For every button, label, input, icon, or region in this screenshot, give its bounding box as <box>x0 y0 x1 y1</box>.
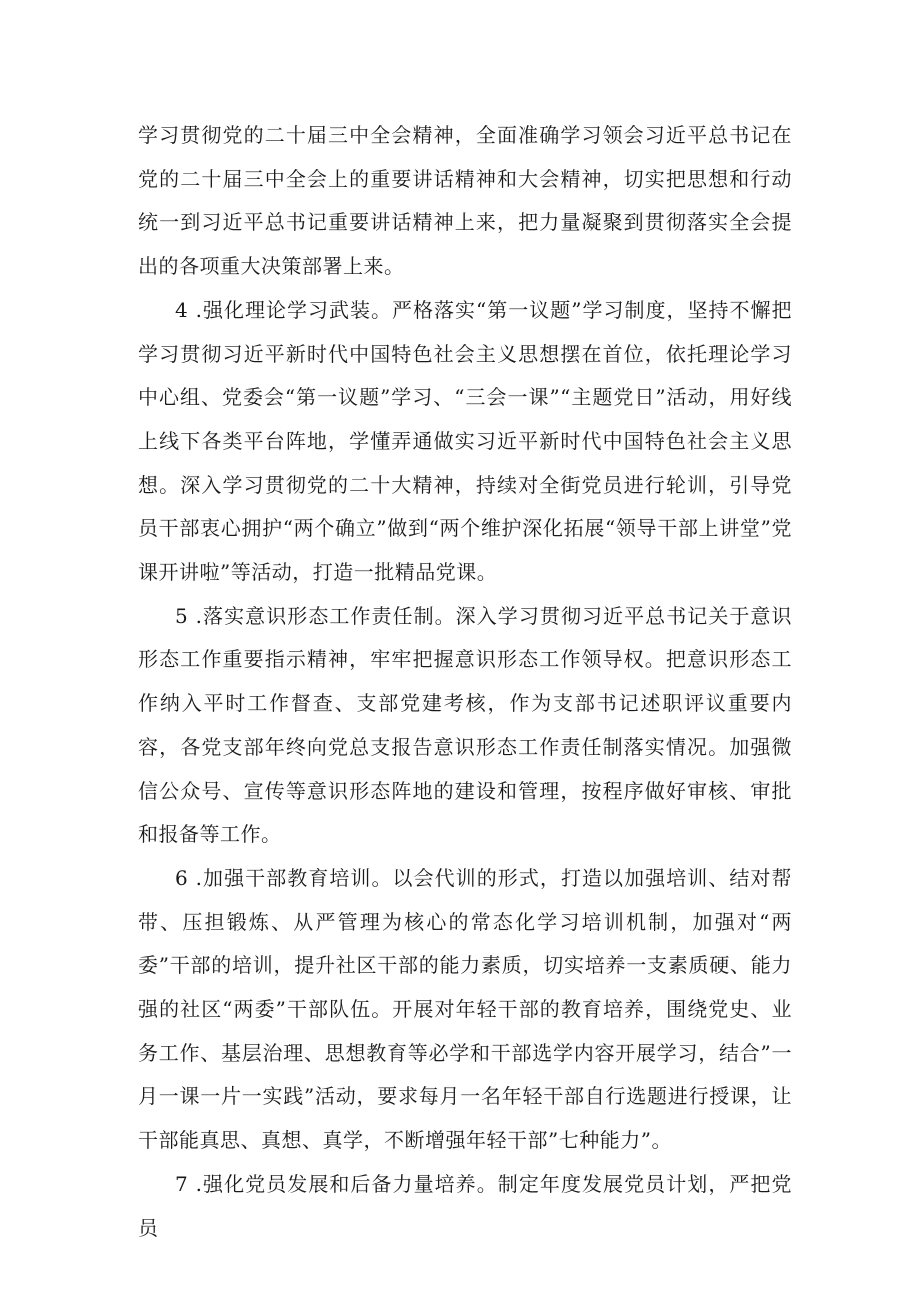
paragraph-continuation: 学习贯彻党的二十届三中全会精神，全面准确学习领会习近平总书记在党的二十届三中全会上的重要讲话精神和大会精神，切实把思想和行动统一到习近平总书记重要讲话精神上来，把力量凝聚到贯彻落实全会提出的各项重大决策部署上来。 <box>138 123 792 279</box>
paragraph-item-7: 7 .强化党员发展和后备力量培养。制定年度发展党员计划，严把党员 <box>138 1171 792 1240</box>
paragraph-item-5: 5 .落实意识形态工作责任制。深入学习贯彻习近平总书记关于意识形态工作重要指示精神，牢牢把握意识形态工作领导权。把意识形态工作纳入平时工作督查、支部党建考核，作为支部书记述职评议重要内容，各党支部年终向党总支报告意识形态工作责任制落实情况。加强微信公众号、宣传等意识形态阵地的建设和管理，按程序做好审核、审批和报备等工作。 <box>138 603 792 847</box>
paragraph-item-4: 4 .强化理论学习武装。严格落实“第一议题”学习制度，坚持不懈把学习贯彻习近平新时代中国特色社会主义思想摆在首位，依托理论学习中心组、党委会“第一议题”学习、“三会一课”“主题党日”活动，用好线上线下各类平台阵地，学懂弄通做实习近平新时代中国特色社会主义思想。深入学习贯彻党的二十大精神，持续对全街党员进行轮训，引导党员干部衷心拥护“两个确立”做到“两个维护深化拓展“领导干部上讲堂”党课开讲啦”等活动，打造一批精品党课。 <box>138 297 792 585</box>
paragraph-item-6: 6 .加强干部教育培训。以会代训的形式，打造以加强培训、结对帮带、压担锻炼、从严管理为核心的常态化学习培训机制，加强对“两委”干部的培训，提升社区干部的能力素质，切实培养一支素质硬、能力强的社区“两委”干部队伍。开展对年轻干部的教育培养，围绕党史、业务工作、基层治理、思想教育等必学和干部选学内容开展学习，结合”一月一课一片一实践”活动，要求每月一名年轻干部自行选题进行授课，让干部能真思、真想、真学，不断增强年轻干部”七种能力”。 <box>138 865 792 1153</box>
document-body <box>138 114 792 1250</box>
